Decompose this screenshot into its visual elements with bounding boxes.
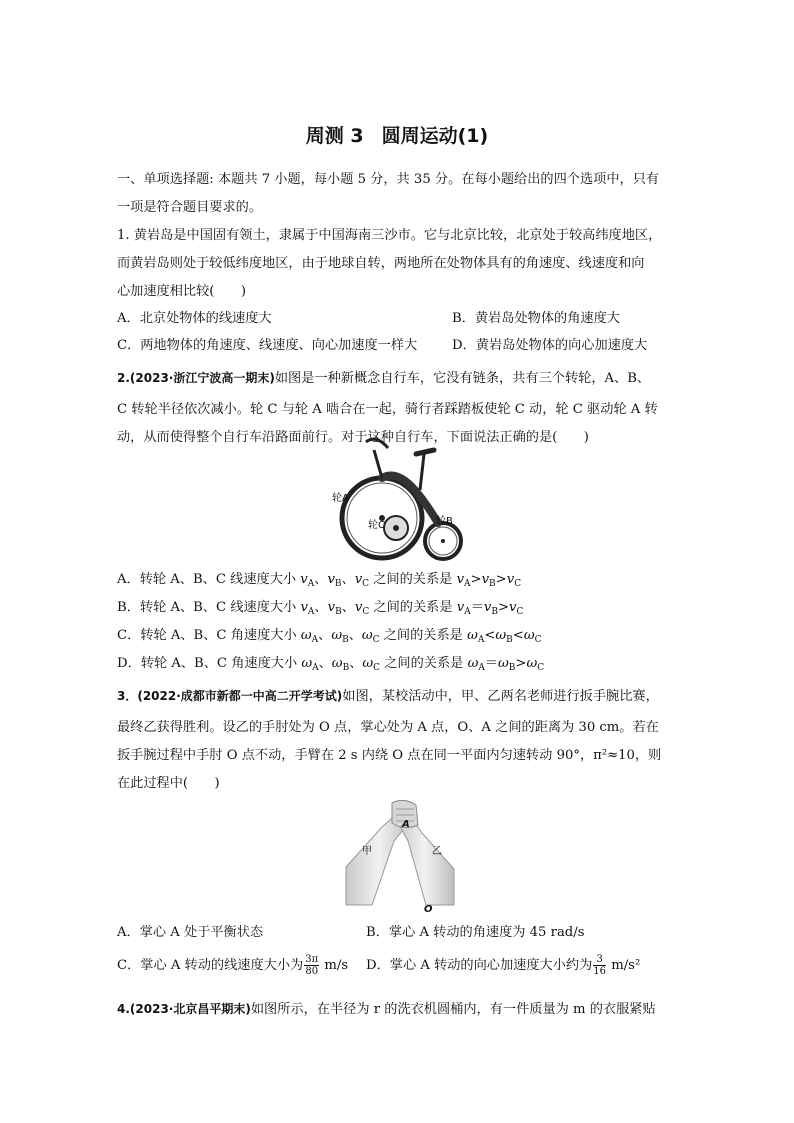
page-title xyxy=(0,121,794,148)
label-wheel-b: 轮B xyxy=(436,516,453,527)
q3-line1-text: 如图，某校活动中，甲、乙两名老师进行扳手腕比赛， xyxy=(342,689,659,704)
q3-option-d-den: 16 xyxy=(593,966,607,977)
q2-line1-text: 如图是一种新概念自行车，它没有链条，共有三个转轮，A、B、 xyxy=(274,371,651,386)
q2-option-d: D．转轮 A、B、C 角速度大小 $\omega_A$、$\omega_B$、$\omega_C$ 之间的关系是 $\omega_A=\omega_B>\omega_C$ xyxy=(117,656,545,673)
q4-source: 4.(2023·北京昌平期末) xyxy=(117,1002,251,1016)
q3-option-d xyxy=(366,954,640,977)
q3-option-c-num: 3π xyxy=(305,954,319,965)
q3-option-d-fraction xyxy=(593,954,606,977)
q3-option-b: B．掌心 A 转动的角速度为 45 rad/s xyxy=(366,925,585,940)
title-sub: 圆周运动(1) xyxy=(381,125,489,147)
q1-line3: 心加速度相比较( ) xyxy=(117,284,246,299)
label-jia: 甲 xyxy=(362,846,372,857)
q3-option-d-num: 3 xyxy=(593,954,606,966)
q1-line2: 而黄岩岛则处于较低纬度地区，由于地球自转，两地所在处物体具有的角速度、线速度和向 xyxy=(117,256,645,271)
q2-option-a: A．转轮 A、B、C 线速度大小 $v_A$、$v_B$、$v_C$ 之间的关系是 $v_A>v_B>v_C$ xyxy=(117,572,522,589)
q3-option-c xyxy=(117,954,348,977)
q3-option-c-unit: m/s xyxy=(324,958,349,973)
bicycle-figure xyxy=(330,428,466,566)
q2-option-d-prefix: D．转轮 A、B、C 角速度大小 xyxy=(117,656,298,671)
q2-line2: C 转轮半径依次减小。轮 C 与轮 A 啮合在一起，骑行者踩踏板使轮 C 动，轮 C 驱动轮 A 转 xyxy=(117,402,658,417)
q4-line1 xyxy=(117,1000,656,1019)
label-yi: 乙 xyxy=(432,846,442,857)
q3-line4: 在此过程中( ) xyxy=(117,776,220,791)
section-heading-line1: 一、单项选择题: 本题共 7 小题，每小题 5 分，共 35 分。在每小题给出的四个选项中，只有 xyxy=(117,172,660,187)
q1-option-b: B．黄岩岛处物体的角速度大 xyxy=(452,311,620,326)
q3-line3: 扳手腕过程中手肘 O 点不动，手臂在 2 s 内绕 O 点在同一平面内匀速转动 90°，π²≈10，则 xyxy=(117,748,662,763)
q3-line2: 最终乙获得胜利。设乙的手肘处为 O 点，掌心处为 A 点，O、A 之间的距离为 30 cm。若在 xyxy=(117,720,659,735)
q3-option-c-fraction xyxy=(304,954,319,977)
q2-line3: 动，从而使得整个自行车沿路面前行。对于这种自行车，下面说法正确的是( ) xyxy=(117,430,589,445)
title-main: 周测 3 xyxy=(305,125,364,147)
q1-line1: 1. 黄岩岛是中国固有领土，隶属于中国海南三沙市。它与北京比较，北京处于较高纬度地区， xyxy=(117,228,662,243)
q4-line1-text: 如图所示，在半径为 r 的洗衣机圆桶内，有一件质量为 m 的衣服紧贴 xyxy=(250,1002,656,1017)
q1-option-a: A．北京处物体的线速度大 xyxy=(117,311,272,326)
q2-option-c-word: 之间的关系是 xyxy=(383,628,463,643)
label-point-a: A xyxy=(402,819,410,830)
q2-option-c-prefix: C．转轮 A、B、C 角速度大小 xyxy=(117,628,297,643)
q2-option-d-word: 之间的关系是 xyxy=(384,656,464,671)
q2-option-b-word: 之间的关系是 xyxy=(373,600,453,615)
q2-option-a-word: 之间的关系是 xyxy=(373,572,453,587)
label-wheel-c: 轮C xyxy=(368,520,385,531)
q1-option-d: D．黄岩岛处物体的向心加速度大 xyxy=(452,338,648,353)
q2-line1 xyxy=(117,369,650,388)
q3-option-d-text: D．掌心 A 转动的向心加速度大小约为 xyxy=(366,958,593,973)
label-wheel-a: 轮A xyxy=(332,493,349,504)
q2-source: 2.(2023·浙江宁波高一期末) xyxy=(117,371,275,385)
q3-line1 xyxy=(117,687,659,706)
q2-option-a-prefix: A．转轮 A、B、C 线速度大小 xyxy=(117,572,297,587)
arm-wrestling-figure xyxy=(342,797,462,917)
q2-option-b: B．转轮 A、B、C 线速度大小 $v_A$、$v_B$、$v_C$ 之间的关系是 $v_A=v_B>v_C$ xyxy=(117,600,524,617)
q3-option-d-unit: m/s² xyxy=(611,958,641,973)
arm-wrestling-drawing xyxy=(342,797,462,917)
bicycle-drawing xyxy=(330,428,466,566)
q3-source: 3．(2022·成都市新都一中高二开学考试) xyxy=(117,689,343,703)
q3-option-c-den: 80 xyxy=(305,966,319,977)
label-point-o: O xyxy=(424,904,433,915)
q2-option-c: C．转轮 A、B、C 角速度大小 $\omega_A$、$\omega_B$、$\omega_C$ 之间的关系是 $\omega_A<\omega_B<\omega_C$ xyxy=(117,628,542,645)
q3-option-c-text: C．掌心 A 转动的线速度大小为 xyxy=(117,958,304,973)
section-heading-line2: 一项是符合题目要求的。 xyxy=(117,200,263,215)
q1-option-c: C．两地物体的角速度、线速度、向心加速度一样大 xyxy=(117,338,418,353)
q2-option-b-prefix: B．转轮 A、B、C 线速度大小 xyxy=(117,600,297,615)
q3-option-a: A．掌心 A 处于平衡状态 xyxy=(117,925,264,940)
